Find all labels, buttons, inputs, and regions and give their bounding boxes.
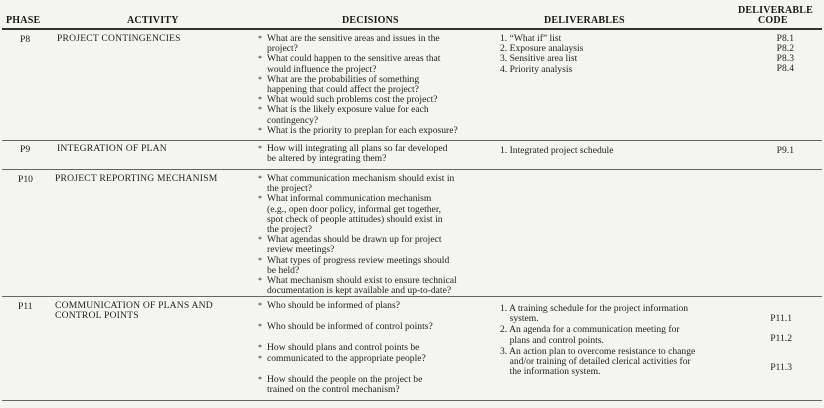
decision-item bbox=[258, 174, 457, 194]
decision-text: What informal communication mechanism (e.g., open door policy, informal get together, spot check of people attitudes) should exist in the project? bbox=[267, 193, 443, 236]
bottom-rule bbox=[2, 400, 822, 401]
bullet-marker: * bbox=[258, 144, 262, 153]
code-p9-1: P9.1 bbox=[776, 145, 794, 156]
decision-text: What mechanism should exist to ensure technical documentation is kept available and up-to-date? bbox=[267, 275, 457, 297]
code-p8-1: P8.1 bbox=[776, 33, 794, 44]
bullet-marker: * bbox=[258, 235, 262, 245]
activity-p9: INTEGRATION OF PLAN bbox=[57, 143, 167, 154]
code-p11-1: P11.1 bbox=[770, 313, 792, 324]
deliverables-p11 bbox=[500, 304, 695, 377]
bullet-marker: * bbox=[258, 276, 262, 286]
deliverable-item: 1. A training schedule for the project information system. bbox=[500, 303, 689, 325]
bullet-marker: * bbox=[258, 74, 262, 84]
header-code-line2: CODE bbox=[758, 15, 788, 26]
bullet-marker: * bbox=[258, 174, 262, 183]
decision-item bbox=[258, 75, 458, 95]
decision-item bbox=[258, 276, 457, 296]
decision-text: Who should be informed of plans? bbox=[267, 300, 400, 311]
decision-item bbox=[258, 322, 433, 332]
decision-item bbox=[258, 126, 458, 136]
decision-text: What communication mechanism should exist in the project? bbox=[267, 173, 455, 195]
decision-text: communicated to the appropriate people? bbox=[267, 352, 426, 364]
row-divider bbox=[2, 140, 822, 141]
decision-text: What is the priority to preplan for each exposure? bbox=[267, 124, 458, 136]
header-rule bbox=[2, 28, 822, 30]
header-phase: PHASE bbox=[6, 15, 41, 26]
bullet-marker: * bbox=[258, 322, 262, 332]
deliverables-p9 bbox=[500, 146, 613, 156]
row-divider bbox=[2, 169, 822, 170]
activity-p8: PROJECT CONTINGENCIES bbox=[57, 33, 181, 44]
activity-p10: PROJECT REPORTING MECHANISM bbox=[55, 173, 218, 184]
code-p11-3: P11.3 bbox=[770, 362, 792, 373]
decisions-p8 bbox=[258, 34, 458, 136]
decision-item bbox=[258, 194, 457, 235]
decisions-p11 bbox=[258, 301, 433, 395]
phase-p8: P8 bbox=[20, 34, 31, 45]
phase-p11: P11 bbox=[18, 301, 33, 312]
code-p8-2: P8.2 bbox=[776, 43, 794, 54]
deliverable-item: 4. Priority analysis bbox=[500, 63, 573, 75]
header-code-line1: DELIVERABLE bbox=[738, 5, 813, 16]
activity-p11: COMMUNICATION OF PLANS AND CONTROL POINTS bbox=[55, 300, 213, 322]
decision-text: What would such problems cost the project? bbox=[267, 94, 438, 106]
deliverables-p8 bbox=[500, 34, 583, 75]
row-divider bbox=[2, 296, 822, 297]
decision-text: What agendas should be drawn up for project review meetings? bbox=[267, 234, 442, 256]
header-activity: ACTIVITY bbox=[127, 15, 179, 26]
decisions-p9 bbox=[258, 144, 447, 164]
decision-text: Who should be informed of control points? bbox=[267, 321, 433, 333]
header-deliverables: DELIVERABLES bbox=[544, 15, 625, 26]
decision-item bbox=[258, 375, 433, 395]
code-p8-4: P8.4 bbox=[776, 63, 794, 74]
bullet-marker: * bbox=[258, 374, 262, 384]
bullet-marker: * bbox=[258, 301, 262, 310]
deliverable-item: 3. An action plan to overcome resistance to change and/or training of detailed clerical activities for the information system. bbox=[500, 345, 696, 378]
deliverable-item: 2. An agenda for a communication meeting for plans and control points. bbox=[500, 324, 680, 346]
decision-item bbox=[258, 54, 458, 74]
decision-text: What is the likely exposure value for each contingency? bbox=[267, 104, 429, 126]
bullet-marker: * bbox=[258, 34, 262, 43]
decision-text: What types of progress review meetings should be held? bbox=[267, 254, 450, 276]
decisions-p10 bbox=[258, 174, 457, 296]
decision-item bbox=[258, 34, 458, 54]
decision-text: What are the probabilities of something happening that could affect the project? bbox=[267, 73, 420, 96]
decision-item bbox=[258, 354, 433, 364]
decision-item bbox=[258, 256, 457, 276]
decision-item bbox=[258, 301, 433, 311]
code-p11-2: P11.2 bbox=[770, 333, 792, 344]
deliverable-item: 1. “What if” list bbox=[500, 33, 562, 44]
bullet-marker: * bbox=[258, 105, 262, 115]
bullet-marker: * bbox=[258, 95, 262, 105]
decision-item bbox=[258, 144, 447, 164]
decision-text: How should plans and control points be bbox=[267, 342, 420, 354]
decision-item bbox=[258, 105, 458, 125]
code-p8-3: P8.3 bbox=[776, 53, 794, 64]
bullet-marker: * bbox=[258, 353, 262, 363]
phase-p9: P9 bbox=[20, 144, 31, 155]
bullet-marker: * bbox=[258, 343, 262, 353]
decision-text: How should the people on the project be trained on the control mechanism? bbox=[267, 373, 423, 396]
decision-text: What are the sensitive areas and issues in the project? bbox=[267, 33, 440, 55]
bullet-marker: * bbox=[258, 255, 262, 265]
decision-item bbox=[258, 235, 457, 255]
deliverable-item: 3. Sensitive area list bbox=[500, 53, 578, 65]
bullet-marker: * bbox=[258, 54, 262, 64]
deliverable-item: 1. Integrated project schedule bbox=[500, 145, 614, 156]
bullet-marker: * bbox=[258, 125, 262, 135]
deliverable-item: 2. Exposure analaysis bbox=[500, 43, 584, 55]
decision-text: What could happen to the sensitive areas that would influence the project? bbox=[267, 53, 441, 75]
phase-p10: P10 bbox=[18, 174, 33, 185]
bullet-marker: * bbox=[258, 194, 262, 204]
header-decisions: DECISIONS bbox=[342, 15, 399, 26]
decision-text: How will integrating all plans so far developed be altered by integrating them? bbox=[267, 143, 448, 165]
